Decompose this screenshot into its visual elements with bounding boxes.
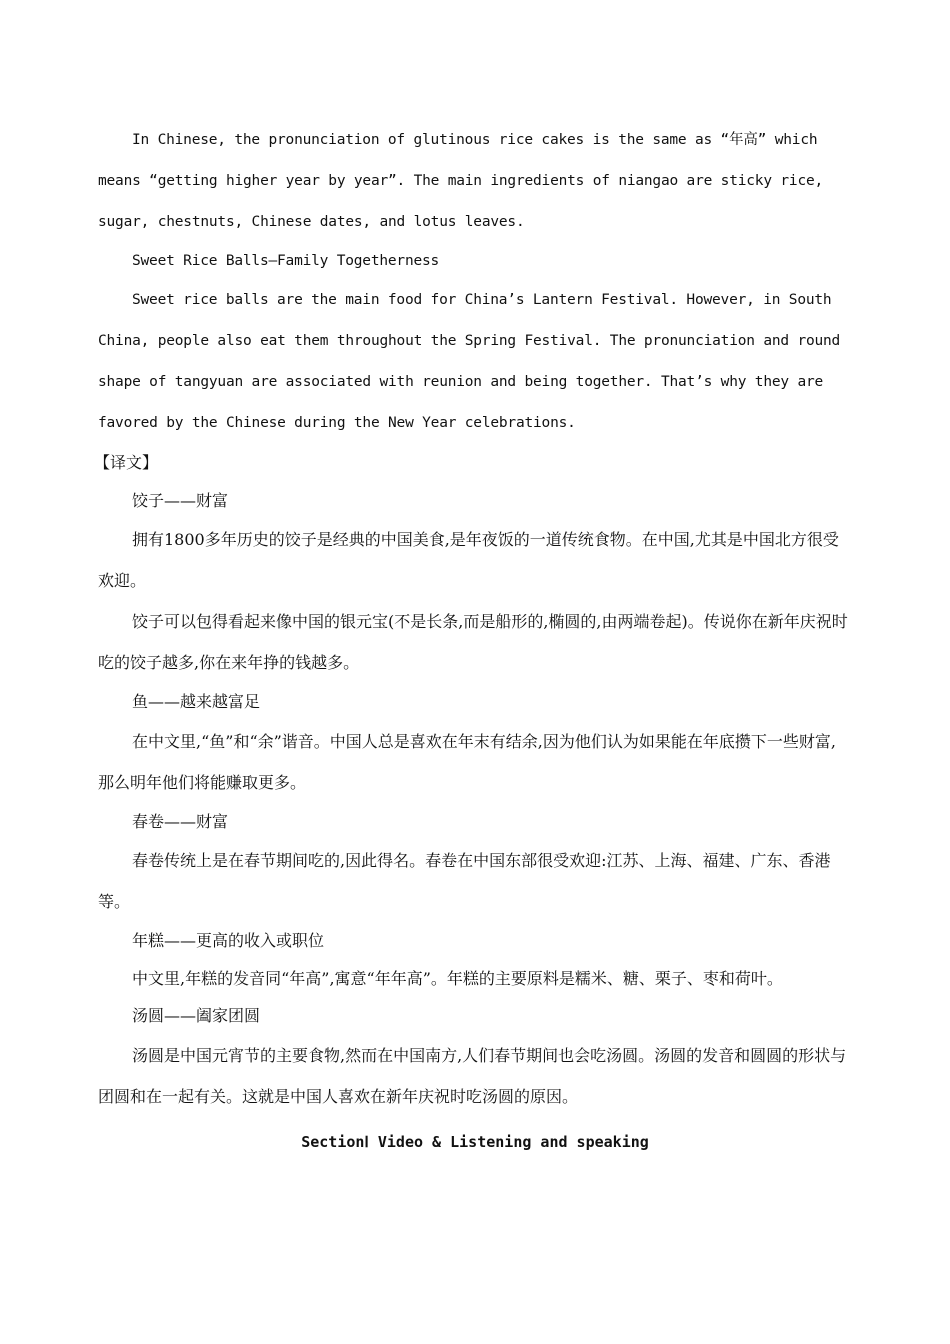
translation-paragraph: 春卷传统上是在春节期间吃的,因此得名。春卷在中国东部很受欢迎:江苏、上海、福建、广东、香港等。: [98, 851, 831, 911]
section-heading: SectionⅠ Video & Listening and speaking: [301, 1133, 649, 1151]
translation-heading-jiaozi: 饺子——财富: [132, 490, 229, 510]
tangyuan-title: Sweet Rice Balls—Family Togetherness: [132, 253, 440, 269]
tangyuan-paragraph: Sweet rice balls are the main food for China’s Lantern Festival. However, in South China, people also eat them throughout the Spring Festival. The pronunciation and round shape of tangyuan are associated with reunion and being together. That’s why they are favored by the Chinese during the New Year celebrations.: [98, 292, 841, 431]
translation-paragraph: 在中文里,“鱼”和“余”谐音。中国人总是喜欢在年末有结余,因为他们认为如果能在年底攒下一些财富,那么明年他们将能赚取更多。: [98, 731, 836, 792]
translation-heading-spring-roll: 春卷——财富: [132, 811, 229, 831]
translation-paragraph: 中文里,年糕的发音同“年高”,寓意“年年高”。年糕的主要原料是糯米、糖、栗子、枣和荷叶。: [132, 968, 783, 988]
translation-label: 【译文】: [94, 453, 159, 472]
translation-heading-tangyuan: 汤圆——阖家团圆: [132, 1006, 261, 1025]
document-body: [94, 120, 848, 1117]
translation-paragraph: 饺子可以包得看起来像中国的银元宝(不是长条,而是船形的,椭圆的,由两端卷起)。传说你在新年庆祝时吃的饺子越多,你在来年挣的钱越多。: [98, 612, 848, 672]
niangao-paragraph: In Chinese, the pronunciation of glutinous rice cakes is the same as “年高” which means “getting higher year by year”. The main ingredients of niangao are sticky rice, sugar, chestnuts, Chinese dates, and lotus leaves.: [98, 132, 824, 230]
translation-heading-niangao: 年糕——更高的收入或职位: [132, 931, 325, 950]
translation-paragraph: 拥有1800多年历史的饺子是经典的中国美食,是年夜饭的一道传统食物。在中国,尤其是中国北方很受欢迎。: [98, 530, 839, 590]
translation-heading-fish: 鱼——越来越富足: [132, 692, 261, 711]
translation-paragraph: 汤圆是中国元宵节的主要食物,然而在中国南方,人们春节期间也会吃汤圆。汤圆的发音和圆圆的形状与团圆和在一起有关。这就是中国人喜欢在新年庆祝时吃汤圆的原因。: [98, 1045, 847, 1106]
